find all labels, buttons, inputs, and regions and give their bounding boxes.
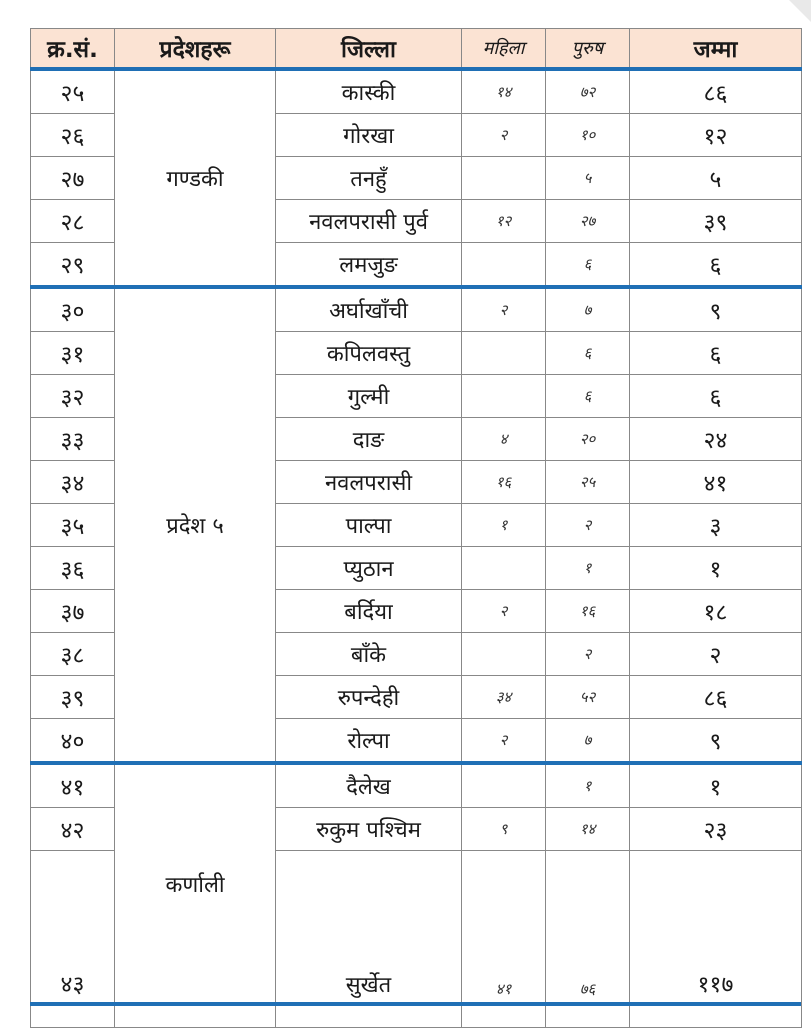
male-cell: ५ xyxy=(546,157,630,200)
male-cell: २५ xyxy=(546,461,630,504)
sn-cell: ३८ xyxy=(31,633,115,676)
male-cell: ६ xyxy=(546,243,630,288)
total-cell: १२ xyxy=(630,114,802,157)
male-cell: ६ xyxy=(546,375,630,418)
female-cell: ३४ xyxy=(462,676,546,719)
district-cell: नवलपरासी पुर्व xyxy=(276,200,462,243)
total-cell: २ xyxy=(630,633,802,676)
district-cell: रोल्पा xyxy=(276,719,462,764)
total-cell: ४१ xyxy=(630,461,802,504)
female-cell xyxy=(462,633,546,676)
total-cell: ८६ xyxy=(630,69,802,114)
total-cell: २४ xyxy=(630,418,802,461)
sn-cell: ३० xyxy=(31,287,115,332)
male-cell: १० xyxy=(546,114,630,157)
male-cell: ६ xyxy=(546,332,630,375)
sn-cell: ३४ xyxy=(31,461,115,504)
female-cell: २ xyxy=(462,287,546,332)
district-cell: नवलपरासी xyxy=(276,461,462,504)
female-cell: ४ xyxy=(462,418,546,461)
male-cell: १ xyxy=(546,547,630,590)
sn-cell: ३१ xyxy=(31,332,115,375)
district-table-wrapper xyxy=(30,28,801,1008)
header-total: जम्मा xyxy=(630,29,802,70)
total-cell: २३ xyxy=(630,808,802,851)
district-cell: दाङ xyxy=(276,418,462,461)
male-cell: ७२ xyxy=(546,69,630,114)
table-bottom-rule xyxy=(30,1002,801,1006)
district-cell: कपिलवस्तु xyxy=(276,332,462,375)
district-cell: सुर्खेत xyxy=(276,851,462,1028)
female-cell: २ xyxy=(462,719,546,764)
table-row xyxy=(31,287,802,332)
sn-cell: २५ xyxy=(31,69,115,114)
female-cell: २ xyxy=(462,590,546,633)
sn-cell: ३६ xyxy=(31,547,115,590)
total-cell: ६ xyxy=(630,332,802,375)
male-cell: २७ xyxy=(546,200,630,243)
female-cell xyxy=(462,547,546,590)
sn-cell: ४२ xyxy=(31,808,115,851)
province-cell: गण्डकी xyxy=(115,69,276,287)
district-cell: प्युठान xyxy=(276,547,462,590)
female-cell: १६ xyxy=(462,461,546,504)
page-corner-fold xyxy=(789,0,811,22)
female-cell: १ xyxy=(462,504,546,547)
sn-cell: ४३ xyxy=(31,851,115,1028)
total-cell: ५ xyxy=(630,157,802,200)
female-cell xyxy=(462,332,546,375)
sn-cell: ३२ xyxy=(31,375,115,418)
male-cell: ७ xyxy=(546,719,630,764)
total-cell: ९ xyxy=(630,287,802,332)
province-cell: प्रदेश ५ xyxy=(115,287,276,763)
sn-cell: ३५ xyxy=(31,504,115,547)
male-cell: ७ xyxy=(546,287,630,332)
female-cell xyxy=(462,243,546,288)
header-sn: क्र.सं. xyxy=(31,29,115,70)
table-row xyxy=(31,69,802,114)
total-cell: ८६ xyxy=(630,676,802,719)
total-cell: ११७ xyxy=(630,851,802,1028)
district-cell: बर्दिया xyxy=(276,590,462,633)
district-cell: गुल्मी xyxy=(276,375,462,418)
male-cell: २ xyxy=(546,633,630,676)
total-cell: १ xyxy=(630,763,802,808)
province-cell: कर्णाली xyxy=(115,763,276,1028)
district-cell: रुपन्देही xyxy=(276,676,462,719)
sn-cell: २७ xyxy=(31,157,115,200)
sn-cell: ४१ xyxy=(31,763,115,808)
male-cell: १६ xyxy=(546,590,630,633)
female-cell: १२ xyxy=(462,200,546,243)
district-cell: अर्घाखाँची xyxy=(276,287,462,332)
sn-cell: ३३ xyxy=(31,418,115,461)
sn-cell: २६ xyxy=(31,114,115,157)
total-cell: ६ xyxy=(630,375,802,418)
total-cell: १ xyxy=(630,547,802,590)
header-female: महिला xyxy=(462,29,546,70)
male-cell: २ xyxy=(546,504,630,547)
female-cell: १४ xyxy=(462,69,546,114)
total-cell: ९ xyxy=(630,719,802,764)
sn-cell: २८ xyxy=(31,200,115,243)
district-cell: तनहुँ xyxy=(276,157,462,200)
male-cell: १ xyxy=(546,763,630,808)
male-cell: १४ xyxy=(546,808,630,851)
header-province: प्रदेशहरू xyxy=(115,29,276,70)
sn-cell: ४० xyxy=(31,719,115,764)
total-cell: ३ xyxy=(630,504,802,547)
female-cell: ४१ xyxy=(462,851,546,1028)
district-cell: गोरखा xyxy=(276,114,462,157)
sn-cell: ३९ xyxy=(31,676,115,719)
male-cell: ५२ xyxy=(546,676,630,719)
sn-cell: २९ xyxy=(31,243,115,288)
female-cell xyxy=(462,157,546,200)
header-male: पुरुष xyxy=(546,29,630,70)
female-cell xyxy=(462,375,546,418)
district-table xyxy=(30,28,802,1028)
female-cell xyxy=(462,763,546,808)
total-cell: ३९ xyxy=(630,200,802,243)
female-cell: २ xyxy=(462,114,546,157)
table-row xyxy=(31,763,802,808)
female-cell: ९ xyxy=(462,808,546,851)
header-district: जिल्ला xyxy=(276,29,462,70)
district-cell: दैलेख xyxy=(276,763,462,808)
district-cell: बाँके xyxy=(276,633,462,676)
district-cell: लमजुङ xyxy=(276,243,462,288)
male-cell: ७६ xyxy=(546,851,630,1028)
male-cell: २० xyxy=(546,418,630,461)
total-cell: १८ xyxy=(630,590,802,633)
total-cell: ६ xyxy=(630,243,802,288)
district-cell: पाल्पा xyxy=(276,504,462,547)
district-cell: रुकुम पश्चिम xyxy=(276,808,462,851)
header-row xyxy=(31,29,802,70)
district-cell: कास्की xyxy=(276,69,462,114)
sn-cell: ३७ xyxy=(31,590,115,633)
